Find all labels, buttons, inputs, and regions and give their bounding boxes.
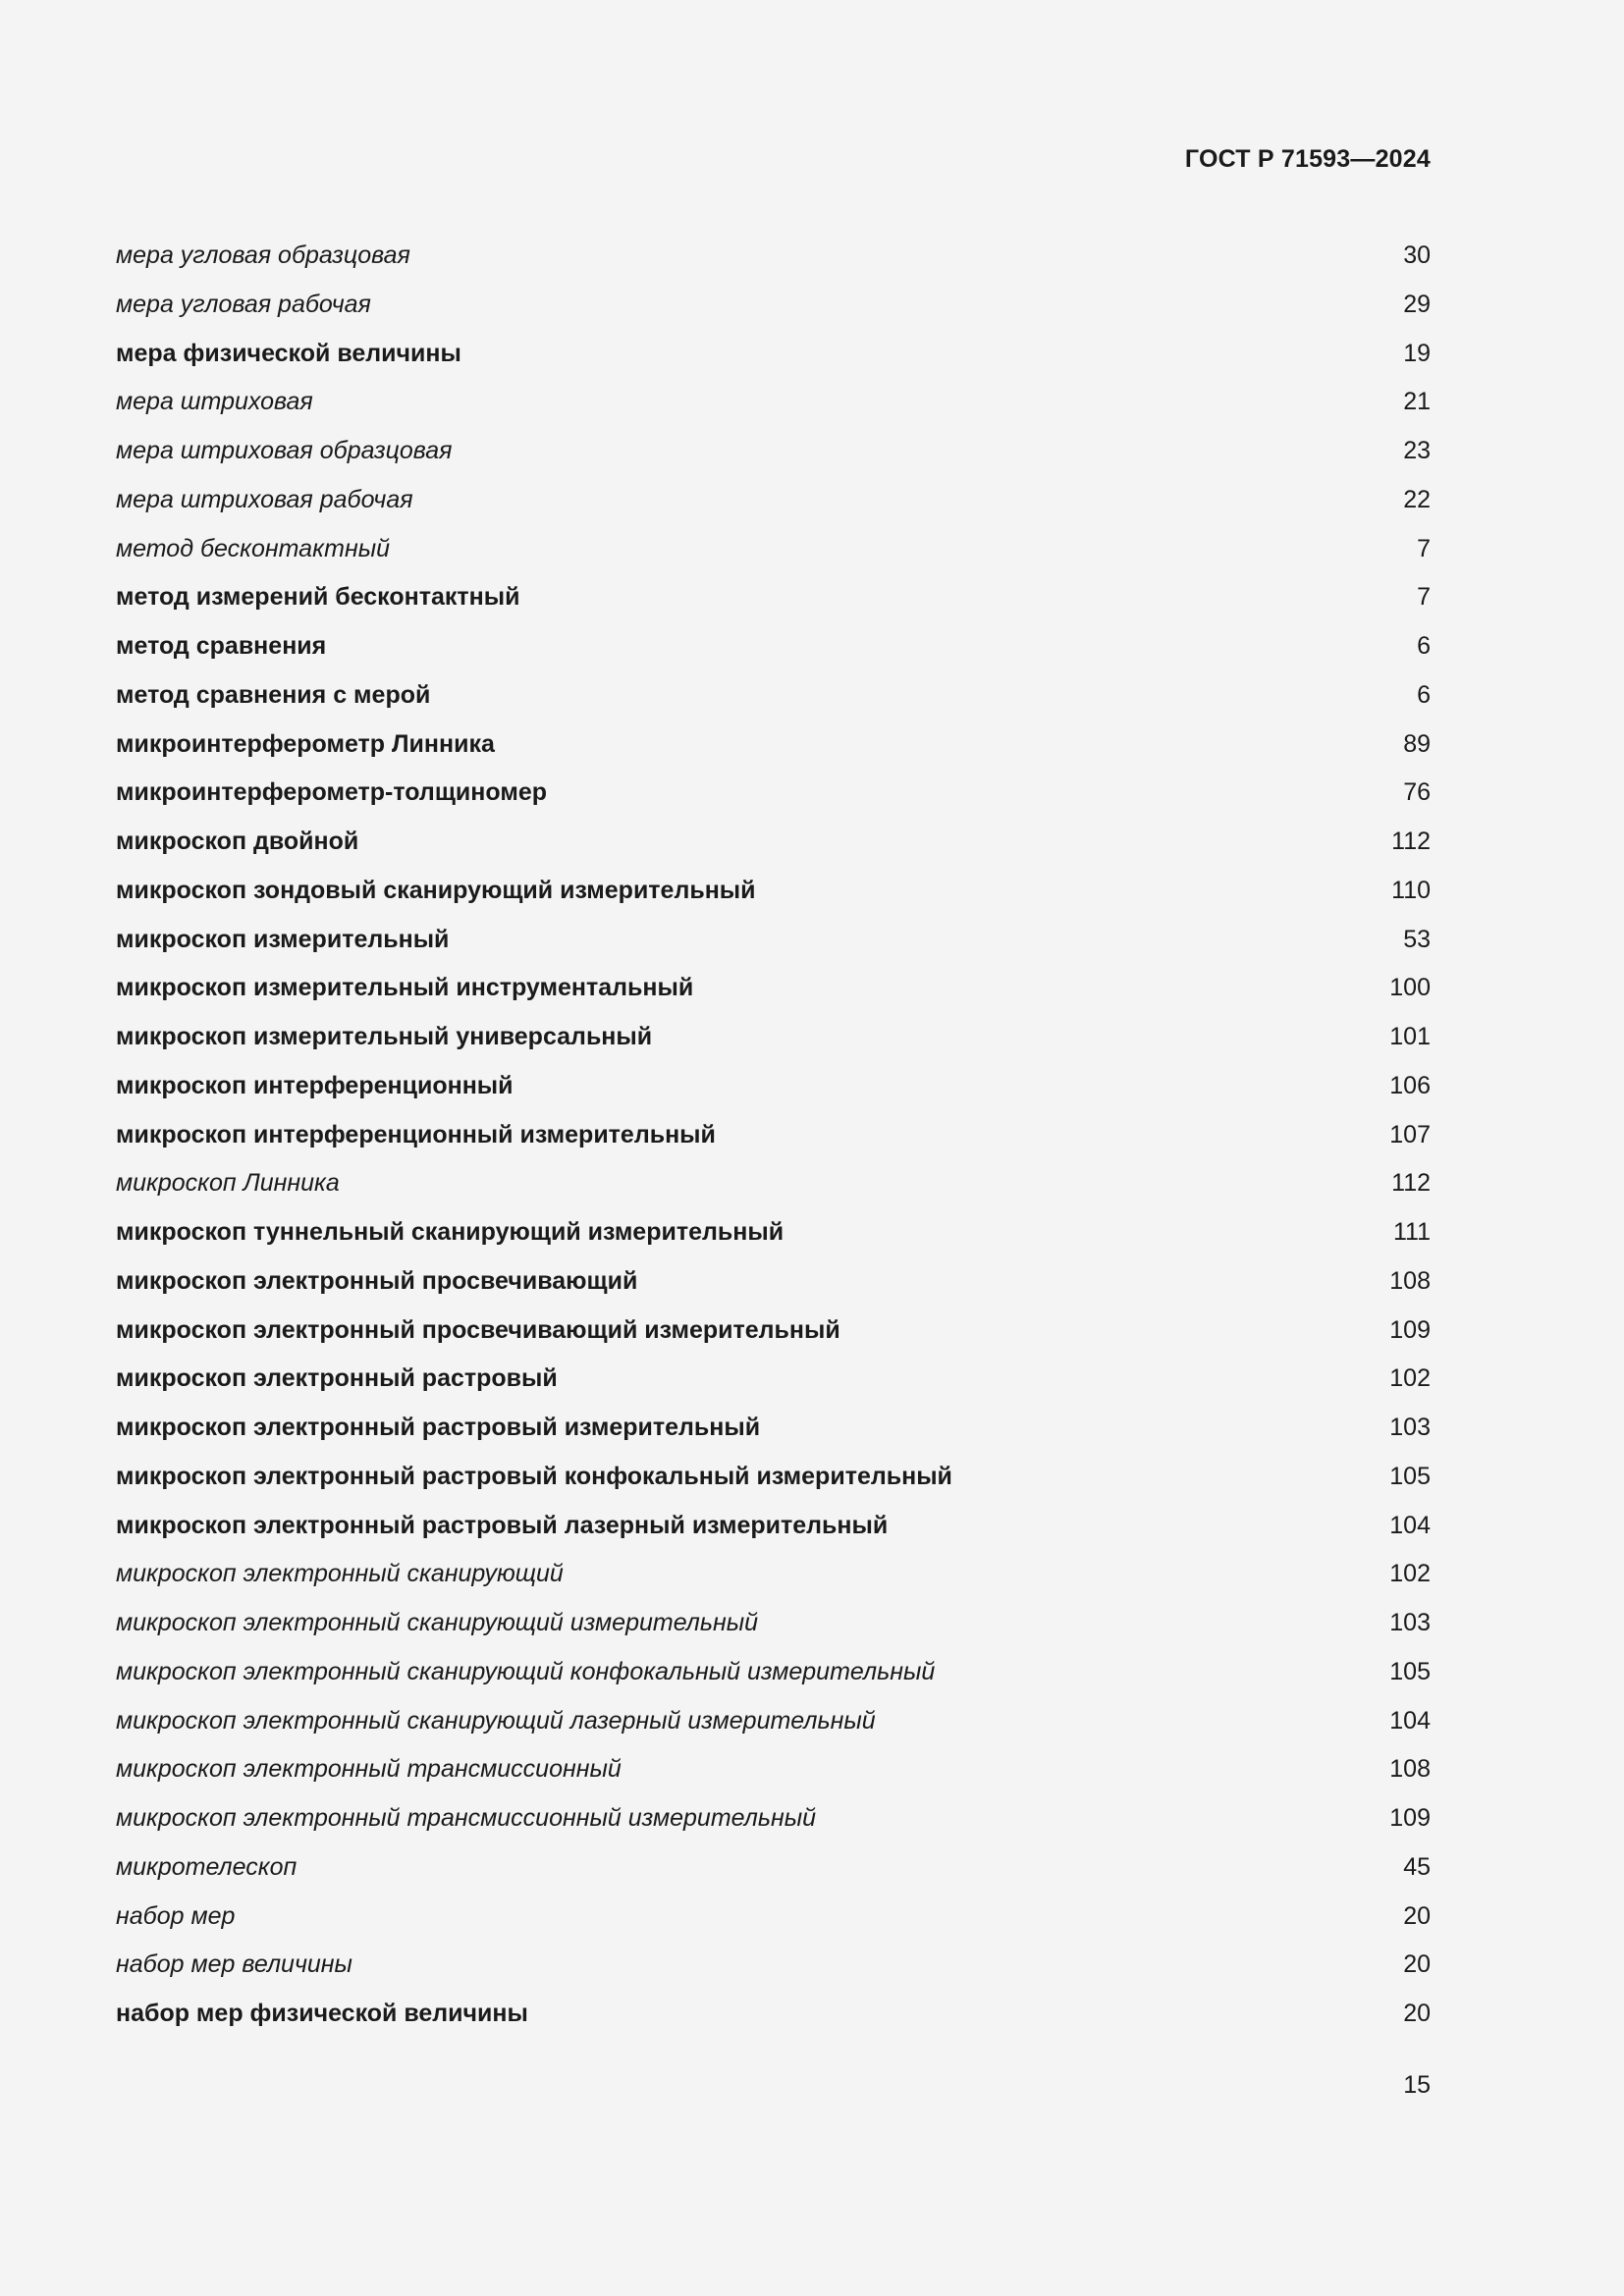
index-page-ref: 105 [1389, 1462, 1431, 1490]
index-page-ref: 109 [1389, 1315, 1431, 1344]
index-entry [116, 1404, 1431, 1453]
index-term: микроскоп электронный сканирующий конфокальный измерительный [116, 1657, 936, 1685]
index-page-ref: 103 [1389, 1414, 1431, 1441]
index-page-ref: 89 [1403, 729, 1431, 758]
index-term: метод бесконтактный [116, 534, 391, 562]
index-entry [116, 1208, 1431, 1257]
index-page-ref: 109 [1389, 1804, 1431, 1832]
index-entry [116, 769, 1431, 818]
index-entry [116, 622, 1431, 671]
index-entry [116, 1697, 1431, 1746]
index-page-ref: 20 [1403, 2000, 1431, 2027]
index-term: микроскоп электронный растровый измерительный [116, 1414, 761, 1441]
index-term: микроскоп двойной [116, 828, 359, 855]
index-page-ref: 45 [1403, 1852, 1431, 1881]
index-page-ref: 102 [1389, 1364, 1431, 1393]
index-entry [116, 525, 1431, 574]
index-entry [116, 671, 1431, 721]
index-term: микроскоп Линника [116, 1169, 340, 1198]
index-term: метод сравнения с мерой [116, 680, 431, 709]
index-entry [116, 232, 1431, 281]
index-term: микроскоп туннельный сканирующий измерительный [116, 1218, 785, 1246]
index-entry [116, 573, 1431, 622]
index-term: мера штриховая [116, 388, 313, 416]
index-term: микроскоп электронный сканирующий [116, 1560, 564, 1588]
index-entry [116, 1599, 1431, 1648]
index-entry [116, 476, 1431, 525]
index-page-ref: 108 [1389, 1266, 1431, 1295]
index-entry [116, 721, 1431, 770]
index-entry [116, 281, 1431, 330]
alphabetical-index [116, 232, 1431, 2039]
index-page-ref: 107 [1389, 1120, 1431, 1148]
index-term: микроскоп интерференционный [116, 1071, 514, 1099]
index-page-ref: 30 [1403, 241, 1431, 269]
index-page-ref: 7 [1417, 583, 1431, 612]
index-page-ref: 104 [1389, 1511, 1431, 1539]
index-term: микроскоп измерительный [116, 925, 450, 953]
index-term: микроскоп измерительный универсальный [116, 1023, 653, 1050]
index-entry [116, 378, 1431, 427]
index-entry [116, 1159, 1431, 1208]
index-page-ref: 29 [1403, 290, 1431, 318]
index-page-ref: 53 [1403, 925, 1431, 953]
index-page-ref: 103 [1389, 1609, 1431, 1636]
index-term: микроскоп измерительный инструментальный [116, 974, 694, 1002]
index-entry [116, 1062, 1431, 1111]
index-term: мера штриховая образцовая [116, 437, 453, 464]
index-term: микроскоп электронный трансмиссионный измерительный [116, 1804, 817, 1832]
index-page-ref: 7 [1417, 534, 1431, 562]
index-term: микроскоп электронный трансмиссионный [116, 1755, 622, 1784]
index-term: микроскоп электронный просвечивающий измерительный [116, 1315, 840, 1344]
index-entry [116, 1453, 1431, 1502]
index-term: микроинтерферометр-толщиномер [116, 778, 547, 807]
index-entry [116, 867, 1431, 916]
index-term: метод сравнения [116, 632, 327, 660]
index-term: микроскоп электронный растровый [116, 1364, 558, 1393]
index-term: мера физической величины [116, 339, 461, 367]
index-entry [116, 964, 1431, 1013]
page-number: 15 [1403, 2071, 1431, 2099]
index-page-ref: 100 [1389, 974, 1431, 1002]
index-entry [116, 1550, 1431, 1599]
index-page-ref: 20 [1403, 1950, 1431, 1979]
index-entry [116, 1307, 1431, 1356]
index-term: микроскоп электронный просвечивающий [116, 1266, 638, 1295]
index-term: микроскоп зондовый сканирующий измерительный [116, 876, 756, 904]
index-term: микроскоп интерференционный измерительный [116, 1120, 716, 1148]
index-term: микроскоп электронный сканирующий лазерный измерительный [116, 1706, 876, 1735]
index-entry [116, 1257, 1431, 1307]
index-term: набор мер величины [116, 1950, 352, 1979]
index-term: микроскоп электронный сканирующий измерительный [116, 1609, 759, 1636]
index-page-ref: 21 [1403, 388, 1431, 416]
index-page-ref: 6 [1417, 632, 1431, 660]
index-page-ref: 23 [1403, 437, 1431, 464]
index-entry [116, 818, 1431, 867]
index-page-ref: 104 [1389, 1706, 1431, 1735]
index-term: метод измерений бесконтактный [116, 583, 520, 612]
index-term: мера угловая образцовая [116, 241, 410, 269]
index-term: мера угловая рабочая [116, 290, 371, 318]
index-entry [116, 1648, 1431, 1697]
index-term: набор мер [116, 1901, 236, 1930]
index-entry [116, 1794, 1431, 1843]
index-page-ref: 76 [1403, 778, 1431, 807]
index-entry [116, 427, 1431, 476]
index-term: микроскоп электронный растровый лазерный измерительный [116, 1511, 889, 1539]
index-term: микротелескоп [116, 1852, 298, 1881]
index-entry [116, 1502, 1431, 1551]
index-entry [116, 1990, 1431, 2039]
index-term: мера штриховая рабочая [116, 485, 413, 513]
index-term: микроинтерферометр Линника [116, 729, 495, 758]
index-page-ref: 106 [1389, 1071, 1431, 1099]
index-page-ref: 105 [1389, 1657, 1431, 1685]
index-page-ref: 110 [1391, 876, 1431, 904]
document-code: ГОСТ Р 71593—2024 [1184, 145, 1431, 173]
index-entry [116, 1745, 1431, 1794]
index-page-ref: 6 [1417, 680, 1431, 709]
index-page-ref: 112 [1391, 828, 1431, 855]
index-entry [116, 1843, 1431, 1893]
index-page-ref: 19 [1403, 339, 1431, 367]
index-page-ref: 111 [1392, 1218, 1431, 1246]
index-entry [116, 1111, 1431, 1160]
index-page-ref: 102 [1389, 1560, 1431, 1588]
index-page-ref: 108 [1389, 1755, 1431, 1784]
index-entry [116, 1893, 1431, 1942]
index-page-ref: 20 [1403, 1901, 1431, 1930]
index-page-ref: 101 [1389, 1023, 1431, 1050]
index-page-ref: 22 [1403, 485, 1431, 513]
index-term: набор мер физической величины [116, 2000, 528, 2027]
index-entry [116, 916, 1431, 965]
index-entry [116, 1013, 1431, 1062]
index-entry [116, 1941, 1431, 1990]
index-page-ref: 112 [1391, 1169, 1431, 1198]
index-term: микроскоп электронный растровый конфокальный измерительный [116, 1462, 952, 1490]
index-entry [116, 330, 1431, 379]
index-entry [116, 1355, 1431, 1404]
